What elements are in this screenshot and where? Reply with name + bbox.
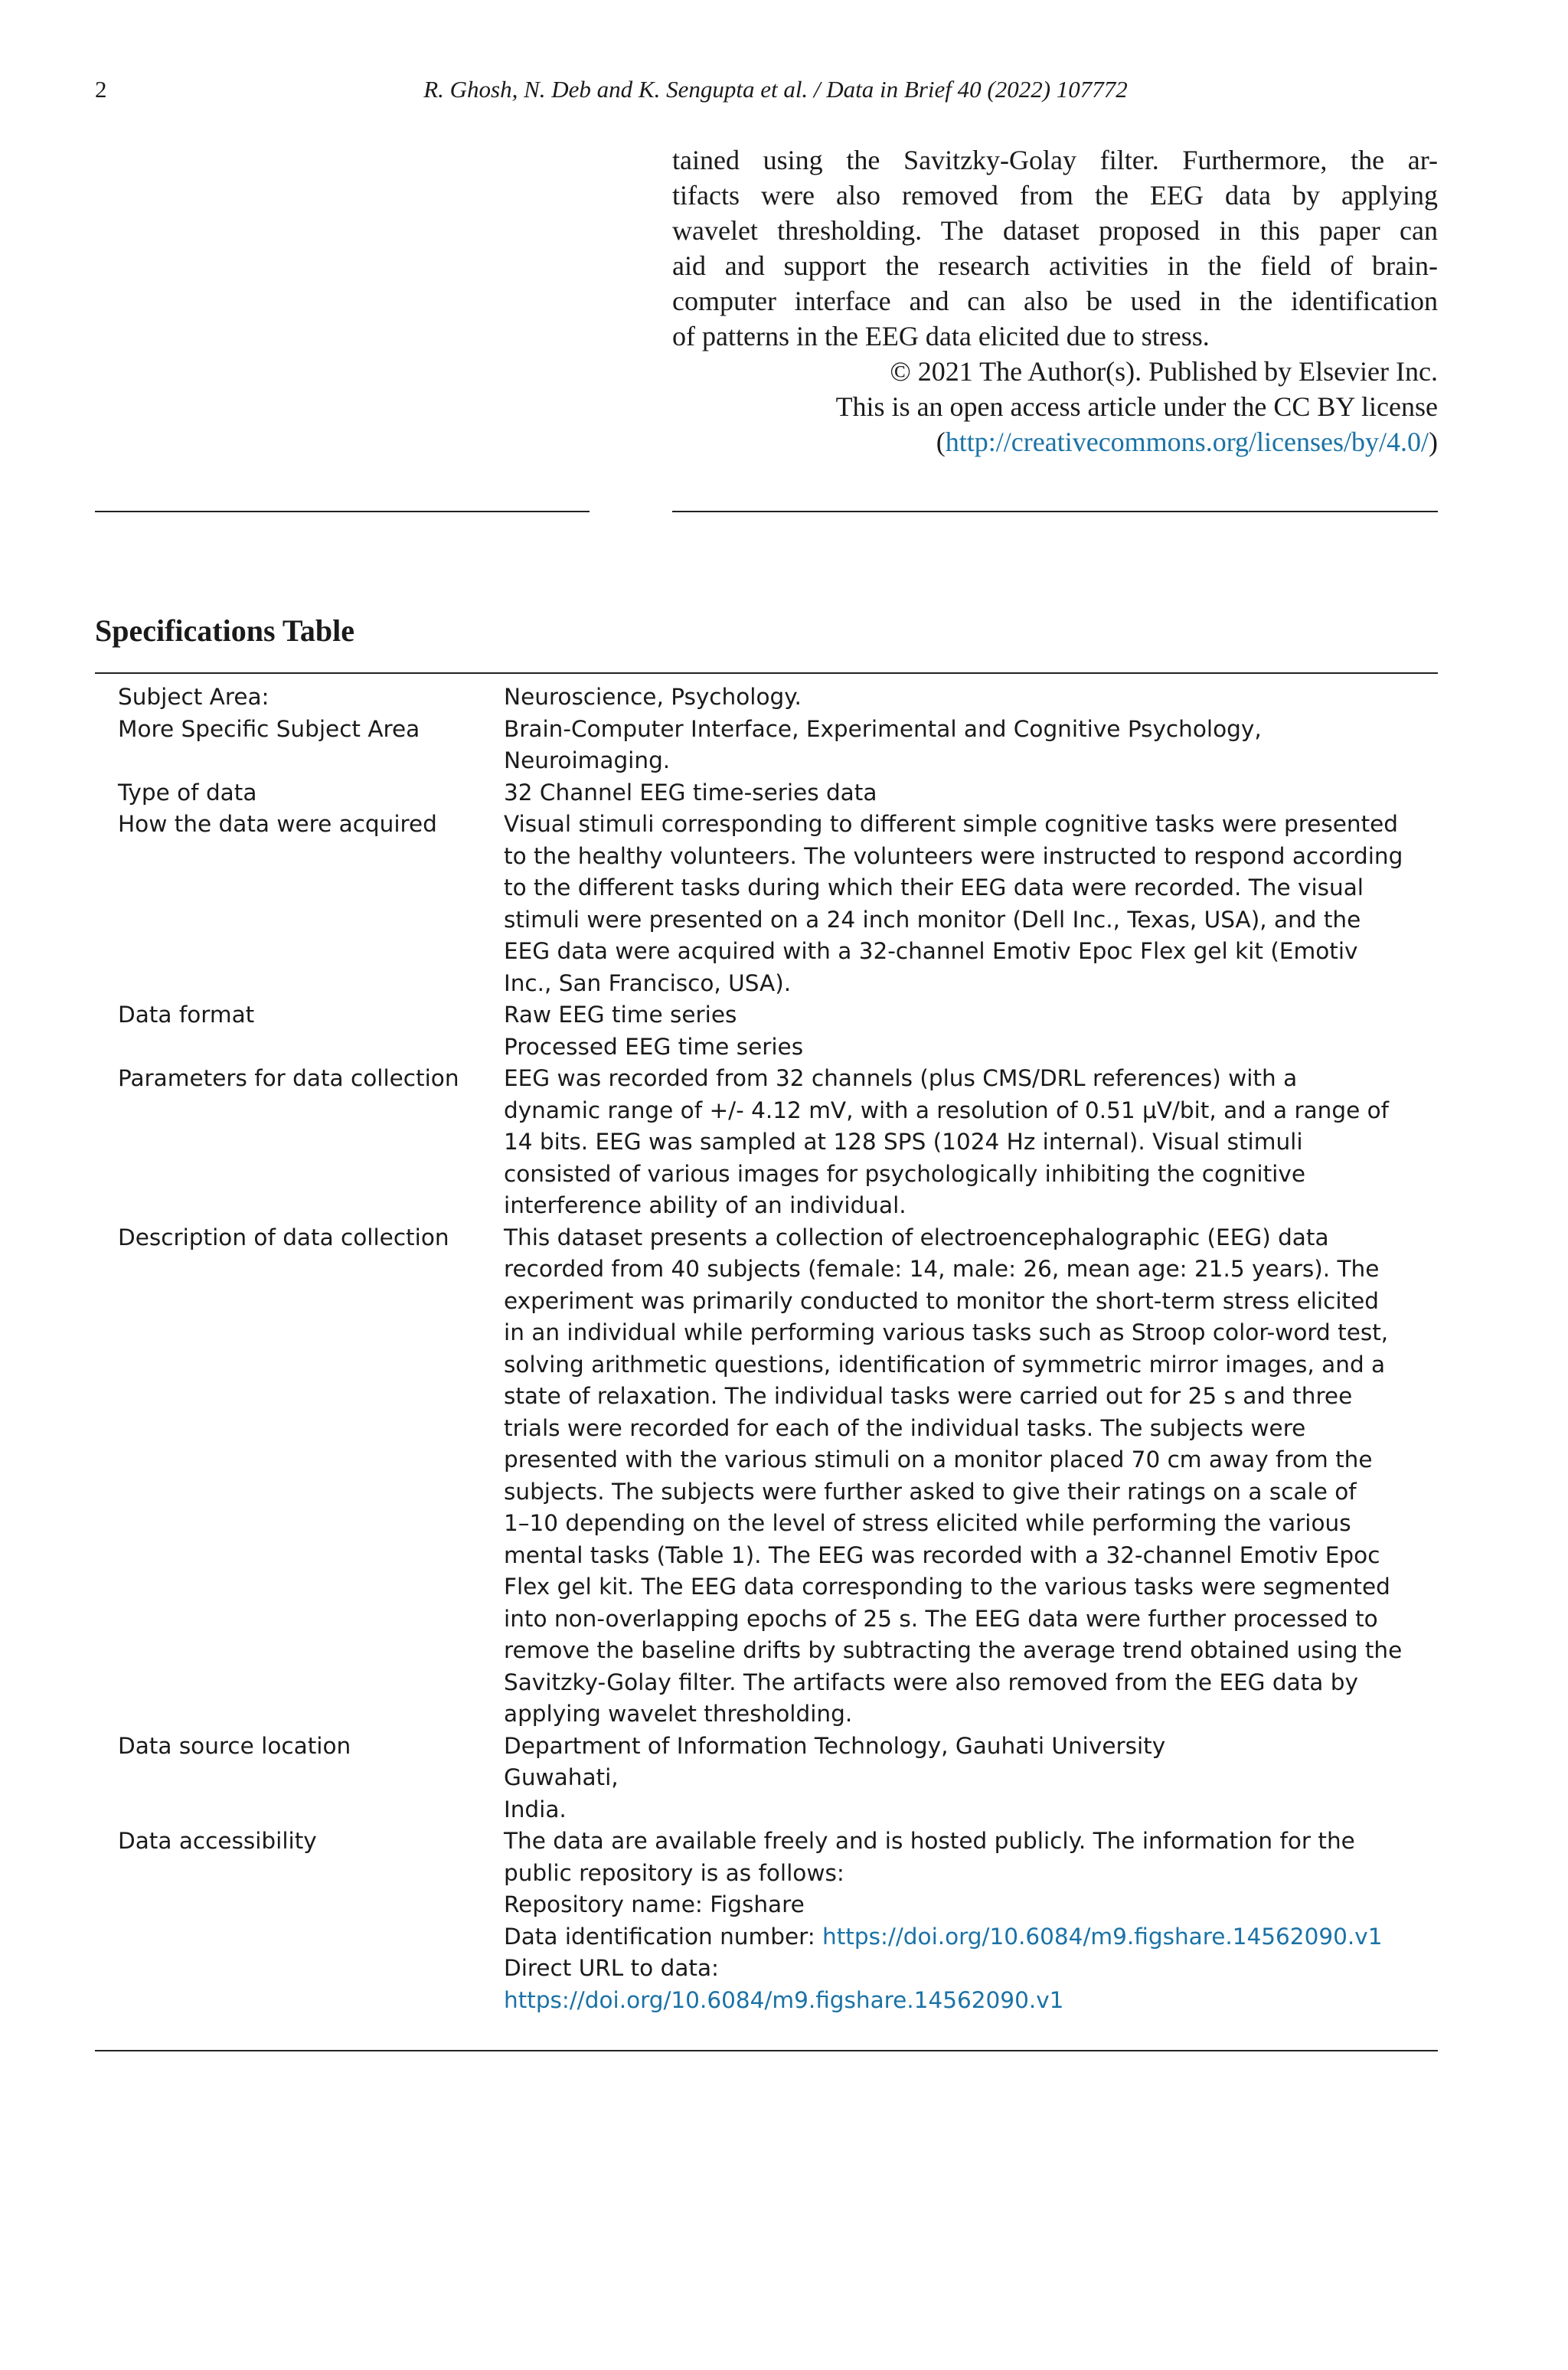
row-value — [504, 682, 1392, 714]
paren-close: ) — [1429, 427, 1438, 457]
value-line: public repository is as follows: — [504, 1859, 844, 1886]
value-line: EEG was recorded from 32 channels (plus CMS/DRL references) with a — [504, 1065, 1298, 1091]
value-line: Direct URL to data: — [504, 1955, 719, 1981]
value-line: to the different tasks during which their EEG data were recorded. The visual — [504, 874, 1364, 901]
row-value — [504, 714, 1392, 777]
value-line: 32 Channel EEG time-series data — [504, 779, 877, 806]
value-line: Savitzky-Golay filter. The artifacts were also removed from the EEG data by — [504, 1669, 1358, 1695]
value-line: interference ability of an individual. — [504, 1192, 906, 1218]
value-line: in an individual while performing various tasks such as Stroop color-word test, — [504, 1319, 1389, 1345]
value-line — [504, 1985, 1392, 2017]
value-line: 14 bits. EEG was sampled at 128 SPS (1024 Hz internal). Visual stimuli — [504, 1129, 1303, 1155]
table-top-rule — [95, 672, 1438, 674]
value-line: state of relaxation. The individual tasks were carried out for 25 s and three — [504, 1383, 1353, 1409]
abstract-line: tifacts were also removed from the EEG data by applying — [672, 180, 1438, 211]
value-line: Department of Information Technology, Gauhati University — [504, 1732, 1166, 1759]
page-header — [95, 70, 1456, 109]
direct-url-link[interactable]: https://doi.org/10.6084/m9.figshare.14562090.v1 — [504, 1986, 1064, 2013]
value-line: solving arithmetic questions, identification of symmetric mirror images, and a — [504, 1351, 1386, 1378]
table-row-accessibility — [95, 1826, 1438, 2016]
copyright-line: © 2021 The Author(s). Published by Elsevier Inc. — [890, 356, 1438, 387]
table-bottom-rule — [95, 2050, 1438, 2051]
row-value — [504, 1731, 1392, 1826]
value-line: Repository name: Figshare — [504, 1891, 805, 1917]
value-line: experiment was primarily conducted to monitor the short-term stress elicited — [504, 1287, 1379, 1314]
table-row — [95, 1731, 1438, 1826]
value-line: The data are available freely and is hosted publicly. The information for the — [504, 1828, 1355, 1854]
table-row — [95, 1063, 1438, 1222]
value-line: EEG data were acquired with a 32-channel Emotiv Epoc Flex gel kit (Emotiv — [504, 938, 1358, 964]
value-line: Flex gel kit. The EEG data corresponding to the various tasks were segmented — [504, 1574, 1390, 1600]
value-line: Brain-Computer Interface, Experimental and Cognitive Psychology, — [504, 715, 1262, 742]
spec-table-title: Specifications Table — [95, 613, 354, 648]
value-line: Neuroimaging. — [504, 747, 671, 773]
value-line: remove the baseline drifts by subtracting the average trend obtained using the — [504, 1637, 1403, 1663]
row-value — [504, 1826, 1392, 2016]
data-id-link[interactable]: https://doi.org/10.6084/m9.figshare.14562090.v1 — [822, 1923, 1383, 1950]
table-row — [95, 1222, 1438, 1731]
value-line: Processed EEG time series — [504, 1033, 804, 1060]
row-label: Type of data — [118, 779, 257, 806]
table-row — [95, 777, 1438, 809]
row-value — [504, 809, 1403, 999]
row-value — [504, 1063, 1392, 1222]
value-line: stimuli were presented on a 24 inch monitor (Dell Inc., Texas, USA), and the — [504, 906, 1361, 933]
row-label: Description of data collection — [118, 1224, 449, 1250]
value-line: Guwahati, — [504, 1764, 619, 1790]
value-line: 1–10 depending on the level of stress elicited while performing the various — [504, 1510, 1351, 1536]
paren-open: ( — [936, 427, 946, 457]
value-line: Raw EEG time series — [504, 1002, 737, 1028]
row-value — [504, 999, 1392, 1063]
row-label: Subject Area: — [118, 684, 270, 710]
divider-right — [672, 511, 1438, 512]
divider-left — [95, 511, 590, 512]
license-url-line — [672, 424, 1438, 459]
abstract-line: aid and support the research activities in the field of brain- — [672, 250, 1438, 281]
table-row — [95, 999, 1438, 1063]
table-row — [95, 682, 1438, 714]
value-line: Inc., San Francisco, USA). — [504, 969, 792, 996]
row-label: How the data were acquired — [118, 811, 437, 837]
abstract-text — [672, 142, 1438, 354]
value-line: presented with the various stimuli on a monitor placed 70 cm away from the — [504, 1447, 1373, 1473]
row-label: Data accessibility — [118, 1828, 317, 1854]
table-row — [95, 714, 1438, 777]
value-line — [504, 1921, 1392, 1953]
running-head: R. Ghosh, N. Deb and K. Sengupta et al. / Data in Brief 40 (2022) 107772 — [423, 76, 1128, 103]
value-line: mental tasks (Table 1). The EEG was recorded with a 32-channel Emotiv Epoc — [504, 1541, 1380, 1568]
value-line: Neuroscience, Psychology. — [504, 684, 802, 710]
value-line: This dataset presents a collection of electroencephalographic (EEG) data — [504, 1224, 1329, 1250]
data-id-label: Data identification number: — [504, 1923, 823, 1950]
abstract-continuation — [672, 142, 1438, 459]
license-link[interactable]: http://creativecommons.org/licenses/by/4.0/ — [945, 427, 1429, 457]
value-line: to the healthy volunteers. The volunteers were instructed to respond according — [504, 842, 1403, 869]
license-line: This is an open access article under the CC BY license — [835, 391, 1438, 422]
abstract-line: computer interface and can also be used in the identification — [672, 286, 1438, 316]
value-line: consisted of various images for psychologically inhibiting the cognitive — [504, 1160, 1305, 1187]
abstract-line: tained using the Savitzky-Golay filter. Furthermore, the ar- — [672, 145, 1438, 175]
page-number: 2 — [95, 76, 107, 103]
row-label: Data source location — [118, 1732, 351, 1759]
value-line: into non-overlapping epochs of 25 s. The EEG data were further processed to — [504, 1605, 1378, 1632]
row-label: More Specific Subject Area — [118, 715, 420, 742]
value-line: India. — [504, 1796, 567, 1822]
value-line: trials were recorded for each of the individual tasks. The subjects were — [504, 1414, 1306, 1441]
row-label: Data format — [118, 1002, 255, 1028]
table-row — [95, 809, 1438, 999]
value-line: Visual stimuli corresponding to different simple cognitive tasks were presented — [504, 811, 1399, 837]
value-line: applying wavelet thresholding. — [504, 1701, 853, 1727]
row-value — [504, 777, 1392, 809]
row-label: Parameters for data collection — [118, 1065, 459, 1091]
value-line: subjects. The subjects were further asked to give their ratings on a scale of — [504, 1478, 1357, 1505]
value-line: dynamic range of +/- 4.12 mV, with a resolution of 0.51 μV/bit, and a range of — [504, 1097, 1390, 1123]
row-value — [504, 1222, 1403, 1731]
abstract-line: of patterns in the EEG data elicited due to stress. — [672, 321, 1210, 351]
value-line: recorded from 40 subjects (female: 14, male: 26, mean age: 21.5 years). The — [504, 1256, 1380, 1282]
specifications-table — [95, 682, 1438, 2016]
abstract-line: wavelet thresholding. The dataset proposed in this paper can — [672, 215, 1438, 246]
